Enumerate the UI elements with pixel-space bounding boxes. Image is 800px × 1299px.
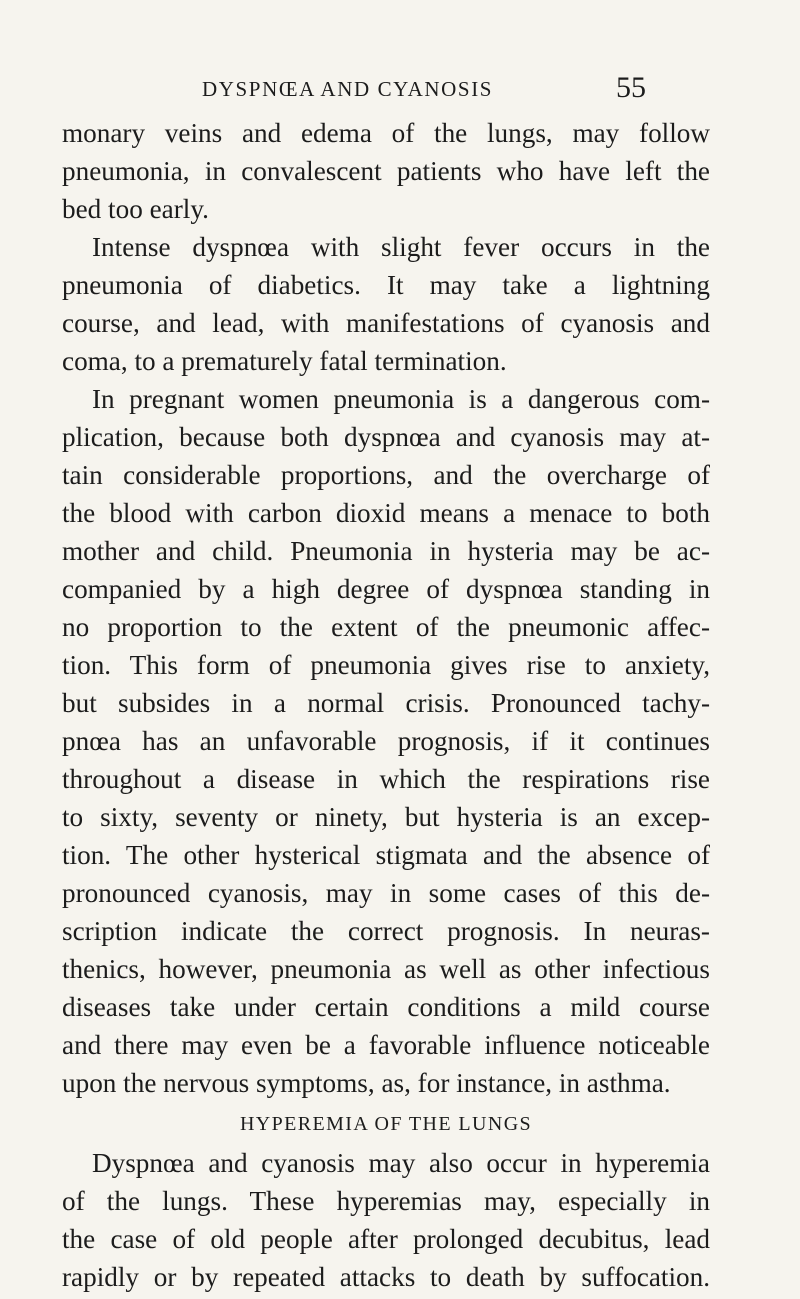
- text-line: no proportion to the extent of the pneumonic affec-: [62, 612, 710, 642]
- text-line: the blood with carbon dioxid means a menace to both: [62, 498, 710, 528]
- text-line: diseases take under certain conditions a mild course: [62, 992, 710, 1022]
- text-line: plication, because both dyspnœa and cyanosis may at-: [62, 422, 710, 452]
- text-line: monary veins and edema of the lungs, may follow: [62, 118, 710, 148]
- text-line: companied by a high degree of dyspnœa standing in: [62, 574, 710, 604]
- section-heading: HYPEREMIA OF THE LUNGS: [239, 1113, 533, 1135]
- book-page: [62, 0, 742, 1299]
- text-line: upon the nervous symptoms, as, for instance, in asthma.: [62, 1068, 671, 1098]
- text-line: and there may even be a favorable influence noticeable: [62, 1030, 710, 1060]
- text-line: mother and child. Pneumonia in hysteria may be ac-: [62, 536, 710, 566]
- text-line: pronounced cyanosis, may in some cases of this de-: [62, 878, 710, 908]
- text-line: pneumonia of diabetics. It may take a lightning: [62, 270, 710, 300]
- running-head: [62, 71, 656, 104]
- text-line: rapidly or by repeated attacks to death by suffocation.: [62, 1262, 710, 1292]
- text-line: scription indicate the correct prognosis. In neuras-: [62, 916, 710, 946]
- text-line: In pregnant women pneumonia is a dangerous com-: [92, 384, 710, 414]
- text-line: tion. This form of pneumonia gives rise to anxiety,: [62, 650, 710, 680]
- text-line: the case of old people after prolonged decubitus, lead: [62, 1224, 710, 1254]
- text-line: Intense dyspnœa with slight fever occurs in the: [92, 232, 710, 262]
- text-line: but subsides in a normal crisis. Pronounced tachy-: [62, 688, 710, 718]
- text-line: Dyspnœa and cyanosis may also occur in hyperemia: [92, 1148, 710, 1178]
- text-line: tain considerable proportions, and the overcharge of: [62, 460, 710, 490]
- text-line: course, and lead, with manifestations of cyanosis and: [62, 308, 710, 338]
- text-line: bed too early.: [62, 194, 209, 224]
- text-line: throughout a disease in which the respirations rise: [62, 764, 710, 794]
- text-line: to sixty, seventy or ninety, but hysteria is an excep-: [62, 802, 710, 832]
- text-line: thenics, however, pneumonia as well as other infectious: [62, 954, 710, 984]
- text-line: tion. The other hysterical stigmata and the absence of: [62, 840, 710, 870]
- text-line: coma, to a prematurely fatal termination.: [62, 346, 507, 376]
- text-line: pneumonia, in convalescent patients who have left the: [62, 156, 710, 186]
- running-title: DYSPNŒA AND CYANOSIS: [202, 77, 494, 101]
- page-number: 55: [616, 71, 646, 104]
- text-line: pnœa has an unfavorable prognosis, if it continues: [62, 726, 710, 756]
- text-line: of the lungs. These hyperemias may, especially in: [62, 1186, 710, 1216]
